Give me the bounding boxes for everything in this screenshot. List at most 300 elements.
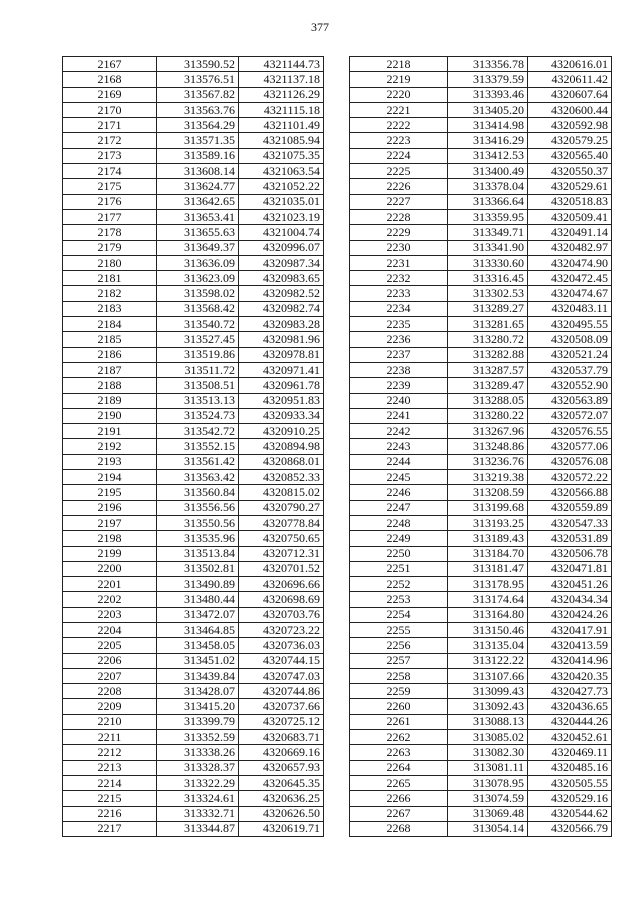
x-coordinate-cell: 313524.73 xyxy=(157,408,239,423)
x-coordinate-cell: 313356.78 xyxy=(448,57,528,72)
table-row xyxy=(350,745,612,760)
point-number-cell: 2250 xyxy=(350,546,448,561)
x-coordinate-cell: 313405.20 xyxy=(448,102,528,117)
y-coordinate-cell: 4321126.29 xyxy=(239,87,324,102)
y-coordinate-cell: 4320657.93 xyxy=(239,760,324,775)
x-coordinate-cell: 313199.68 xyxy=(448,500,528,515)
y-coordinate-cell: 4320417.91 xyxy=(528,622,612,637)
x-coordinate-cell: 313527.45 xyxy=(157,332,239,347)
point-number-cell: 2218 xyxy=(350,57,448,72)
x-coordinate-cell: 313082.30 xyxy=(448,745,528,760)
table-row xyxy=(350,164,612,179)
y-coordinate-cell: 4320626.50 xyxy=(239,806,324,821)
x-coordinate-cell: 313324.61 xyxy=(157,791,239,806)
table-row xyxy=(63,638,324,653)
table-row xyxy=(350,515,612,530)
table-row xyxy=(63,133,324,148)
point-number-cell: 2188 xyxy=(63,378,157,393)
y-coordinate-cell: 4320576.08 xyxy=(528,454,612,469)
x-coordinate-cell: 313344.87 xyxy=(157,821,239,836)
x-coordinate-cell: 313289.27 xyxy=(448,301,528,316)
table-row xyxy=(63,57,324,72)
table-row xyxy=(63,286,324,301)
y-coordinate-cell: 4320978.81 xyxy=(239,347,324,362)
x-coordinate-cell: 313414.98 xyxy=(448,118,528,133)
table-row xyxy=(63,332,324,347)
point-number-cell: 2168 xyxy=(63,72,157,87)
y-coordinate-cell: 4320452.61 xyxy=(528,730,612,745)
point-number-cell: 2246 xyxy=(350,485,448,500)
x-coordinate-cell: 313378.04 xyxy=(448,179,528,194)
table-row xyxy=(350,347,612,362)
point-number-cell: 2189 xyxy=(63,393,157,408)
x-coordinate-cell: 313282.88 xyxy=(448,347,528,362)
table-row xyxy=(63,653,324,668)
table-row xyxy=(63,791,324,806)
x-coordinate-cell: 313542.72 xyxy=(157,424,239,439)
y-coordinate-cell: 4320579.25 xyxy=(528,133,612,148)
y-coordinate-cell: 4320698.69 xyxy=(239,592,324,607)
point-number-cell: 2252 xyxy=(350,577,448,592)
point-number-cell: 2169 xyxy=(63,87,157,102)
x-coordinate-cell: 313122.22 xyxy=(448,653,528,668)
point-number-cell: 2239 xyxy=(350,378,448,393)
y-coordinate-cell: 4320547.33 xyxy=(528,515,612,530)
table-row xyxy=(350,500,612,515)
x-coordinate-cell: 313281.65 xyxy=(448,317,528,332)
point-number-cell: 2215 xyxy=(63,791,157,806)
y-coordinate-cell: 4320961.78 xyxy=(239,378,324,393)
point-number-cell: 2194 xyxy=(63,470,157,485)
y-coordinate-cell: 4320616.01 xyxy=(528,57,612,72)
table-row xyxy=(63,730,324,745)
x-coordinate-cell: 313352.59 xyxy=(157,730,239,745)
x-coordinate-cell: 313288.05 xyxy=(448,393,528,408)
table-row xyxy=(63,424,324,439)
y-coordinate-cell: 4320474.90 xyxy=(528,255,612,270)
point-number-cell: 2232 xyxy=(350,271,448,286)
x-coordinate-cell: 313135.04 xyxy=(448,638,528,653)
table-row xyxy=(350,760,612,775)
point-number-cell: 2212 xyxy=(63,745,157,760)
table-row xyxy=(350,194,612,209)
table-row xyxy=(63,714,324,729)
table-row xyxy=(63,775,324,790)
y-coordinate-cell: 4320544.62 xyxy=(528,806,612,821)
point-number-cell: 2237 xyxy=(350,347,448,362)
table-row xyxy=(63,378,324,393)
table-row xyxy=(63,561,324,576)
table-row xyxy=(350,775,612,790)
table-row xyxy=(63,209,324,224)
point-number-cell: 2206 xyxy=(63,653,157,668)
table-row xyxy=(350,684,612,699)
table-row xyxy=(63,622,324,637)
y-coordinate-cell: 4320483.11 xyxy=(528,301,612,316)
point-number-cell: 2241 xyxy=(350,408,448,423)
y-coordinate-cell: 4320723.22 xyxy=(239,622,324,637)
y-coordinate-cell: 4320852.33 xyxy=(239,470,324,485)
point-number-cell: 2177 xyxy=(63,209,157,224)
point-number-cell: 2173 xyxy=(63,148,157,163)
point-number-cell: 2200 xyxy=(63,561,157,576)
x-coordinate-cell: 313598.02 xyxy=(157,286,239,301)
y-coordinate-cell: 4320505.55 xyxy=(528,775,612,790)
point-number-cell: 2181 xyxy=(63,271,157,286)
coordinates-table-right xyxy=(349,56,612,837)
point-number-cell: 2185 xyxy=(63,332,157,347)
point-number-cell: 2233 xyxy=(350,286,448,301)
y-coordinate-cell: 4320482.97 xyxy=(528,240,612,255)
point-number-cell: 2213 xyxy=(63,760,157,775)
table-row xyxy=(63,317,324,332)
x-coordinate-cell: 313393.46 xyxy=(448,87,528,102)
x-coordinate-cell: 313568.42 xyxy=(157,301,239,316)
x-coordinate-cell: 313236.76 xyxy=(448,454,528,469)
table-row xyxy=(350,72,612,87)
table-row xyxy=(63,362,324,377)
x-coordinate-cell: 313472.07 xyxy=(157,607,239,622)
point-number-cell: 2228 xyxy=(350,209,448,224)
point-number-cell: 2202 xyxy=(63,592,157,607)
point-number-cell: 2176 xyxy=(63,194,157,209)
x-coordinate-cell: 313519.86 xyxy=(157,347,239,362)
table-row xyxy=(350,454,612,469)
point-number-cell: 2196 xyxy=(63,500,157,515)
point-number-cell: 2172 xyxy=(63,133,157,148)
table-row xyxy=(63,87,324,102)
y-coordinate-cell: 4320509.41 xyxy=(528,209,612,224)
table-row xyxy=(350,317,612,332)
y-coordinate-cell: 4320508.09 xyxy=(528,332,612,347)
x-coordinate-cell: 313451.02 xyxy=(157,653,239,668)
x-coordinate-cell: 313552.15 xyxy=(157,439,239,454)
table-row xyxy=(350,485,612,500)
table-row xyxy=(350,577,612,592)
table-row xyxy=(63,271,324,286)
point-number-cell: 2244 xyxy=(350,454,448,469)
table-row xyxy=(63,531,324,546)
point-number-cell: 2255 xyxy=(350,622,448,637)
y-coordinate-cell: 4320750.65 xyxy=(239,531,324,546)
y-coordinate-cell: 4320577.06 xyxy=(528,439,612,454)
point-number-cell: 2259 xyxy=(350,684,448,699)
y-coordinate-cell: 4320971.41 xyxy=(239,362,324,377)
y-coordinate-cell: 4320982.74 xyxy=(239,301,324,316)
y-coordinate-cell: 4320531.89 xyxy=(528,531,612,546)
point-number-cell: 2190 xyxy=(63,408,157,423)
point-number-cell: 2254 xyxy=(350,607,448,622)
table-row xyxy=(63,454,324,469)
point-number-cell: 2183 xyxy=(63,301,157,316)
x-coordinate-cell: 313074.59 xyxy=(448,791,528,806)
point-number-cell: 2198 xyxy=(63,531,157,546)
table-row xyxy=(350,301,612,316)
point-number-cell: 2235 xyxy=(350,317,448,332)
x-coordinate-cell: 313567.82 xyxy=(157,87,239,102)
x-coordinate-cell: 313338.26 xyxy=(157,745,239,760)
point-number-cell: 2187 xyxy=(63,362,157,377)
y-coordinate-cell: 4321085.94 xyxy=(239,133,324,148)
x-coordinate-cell: 313366.64 xyxy=(448,194,528,209)
x-coordinate-cell: 313174.64 xyxy=(448,592,528,607)
y-coordinate-cell: 4320495.55 xyxy=(528,317,612,332)
y-coordinate-cell: 4320725.12 xyxy=(239,714,324,729)
y-coordinate-cell: 4320894.98 xyxy=(239,439,324,454)
y-coordinate-cell: 4320996.07 xyxy=(239,240,324,255)
x-coordinate-cell: 313178.95 xyxy=(448,577,528,592)
y-coordinate-cell: 4320747.03 xyxy=(239,668,324,683)
y-coordinate-cell: 4321035.01 xyxy=(239,194,324,209)
x-coordinate-cell: 313428.07 xyxy=(157,684,239,699)
table-row xyxy=(63,148,324,163)
y-coordinate-cell: 4320712.31 xyxy=(239,546,324,561)
y-coordinate-cell: 4320778.84 xyxy=(239,515,324,530)
x-coordinate-cell: 313107.66 xyxy=(448,668,528,683)
table-row xyxy=(350,607,612,622)
y-coordinate-cell: 4320485.16 xyxy=(528,760,612,775)
x-coordinate-cell: 313649.37 xyxy=(157,240,239,255)
y-coordinate-cell: 4320413.59 xyxy=(528,638,612,653)
y-coordinate-cell: 4320645.35 xyxy=(239,775,324,790)
table-row xyxy=(63,806,324,821)
table-row xyxy=(350,118,612,133)
point-number-cell: 2236 xyxy=(350,332,448,347)
point-number-cell: 2266 xyxy=(350,791,448,806)
x-coordinate-cell: 313181.47 xyxy=(448,561,528,576)
x-coordinate-cell: 313508.51 xyxy=(157,378,239,393)
y-coordinate-cell: 4320983.65 xyxy=(239,271,324,286)
x-coordinate-cell: 313564.29 xyxy=(157,118,239,133)
point-number-cell: 2182 xyxy=(63,286,157,301)
x-coordinate-cell: 313099.43 xyxy=(448,684,528,699)
point-number-cell: 2186 xyxy=(63,347,157,362)
x-coordinate-cell: 313248.86 xyxy=(448,439,528,454)
table-row xyxy=(63,347,324,362)
point-number-cell: 2240 xyxy=(350,393,448,408)
x-coordinate-cell: 313480.44 xyxy=(157,592,239,607)
table-row xyxy=(350,714,612,729)
x-coordinate-cell: 313561.42 xyxy=(157,454,239,469)
x-coordinate-cell: 313439.84 xyxy=(157,668,239,683)
table-row xyxy=(63,500,324,515)
point-number-cell: 2268 xyxy=(350,821,448,836)
table-row xyxy=(350,561,612,576)
table-row xyxy=(350,57,612,72)
table-row xyxy=(350,87,612,102)
table-row xyxy=(63,439,324,454)
point-number-cell: 2238 xyxy=(350,362,448,377)
table-row xyxy=(350,286,612,301)
x-coordinate-cell: 313636.09 xyxy=(157,255,239,270)
table-row xyxy=(350,546,612,561)
y-coordinate-cell: 4320572.22 xyxy=(528,470,612,485)
x-coordinate-cell: 313316.45 xyxy=(448,271,528,286)
point-number-cell: 2207 xyxy=(63,668,157,683)
y-coordinate-cell: 4320607.64 xyxy=(528,87,612,102)
x-coordinate-cell: 313092.43 xyxy=(448,699,528,714)
table-row xyxy=(350,638,612,653)
x-coordinate-cell: 313623.09 xyxy=(157,271,239,286)
table-row xyxy=(350,255,612,270)
table-row xyxy=(350,592,612,607)
x-coordinate-cell: 313379.59 xyxy=(448,72,528,87)
x-coordinate-cell: 313399.79 xyxy=(157,714,239,729)
y-coordinate-cell: 4320566.79 xyxy=(528,821,612,836)
y-coordinate-cell: 4320696.66 xyxy=(239,577,324,592)
point-number-cell: 2211 xyxy=(63,730,157,745)
point-number-cell: 2175 xyxy=(63,179,157,194)
x-coordinate-cell: 313642.65 xyxy=(157,194,239,209)
point-number-cell: 2217 xyxy=(63,821,157,836)
x-coordinate-cell: 313208.59 xyxy=(448,485,528,500)
y-coordinate-cell: 4320868.01 xyxy=(239,454,324,469)
table-row xyxy=(350,791,612,806)
x-coordinate-cell: 313624.77 xyxy=(157,179,239,194)
point-number-cell: 2242 xyxy=(350,424,448,439)
table-row xyxy=(63,408,324,423)
y-coordinate-cell: 4320550.37 xyxy=(528,164,612,179)
table-row xyxy=(350,668,612,683)
y-coordinate-cell: 4320451.26 xyxy=(528,577,612,592)
y-coordinate-cell: 4320790.27 xyxy=(239,500,324,515)
table-row xyxy=(63,118,324,133)
y-coordinate-cell: 4320703.76 xyxy=(239,607,324,622)
x-coordinate-cell: 313219.38 xyxy=(448,470,528,485)
point-number-cell: 2178 xyxy=(63,225,157,240)
point-number-cell: 2205 xyxy=(63,638,157,653)
table-row xyxy=(350,424,612,439)
point-number-cell: 2258 xyxy=(350,668,448,683)
point-number-cell: 2221 xyxy=(350,102,448,117)
x-coordinate-cell: 313655.63 xyxy=(157,225,239,240)
y-coordinate-cell: 4320472.45 xyxy=(528,271,612,286)
x-coordinate-cell: 313513.84 xyxy=(157,546,239,561)
y-coordinate-cell: 4321063.54 xyxy=(239,164,324,179)
y-coordinate-cell: 4321115.18 xyxy=(239,102,324,117)
y-coordinate-cell: 4320982.52 xyxy=(239,286,324,301)
y-coordinate-cell: 4320736.03 xyxy=(239,638,324,653)
point-number-cell: 2229 xyxy=(350,225,448,240)
table-row xyxy=(350,209,612,224)
table-row xyxy=(350,806,612,821)
table-row xyxy=(63,515,324,530)
y-coordinate-cell: 4320987.34 xyxy=(239,255,324,270)
point-number-cell: 2231 xyxy=(350,255,448,270)
table-row xyxy=(63,225,324,240)
point-number-cell: 2256 xyxy=(350,638,448,653)
point-number-cell: 2184 xyxy=(63,317,157,332)
point-number-cell: 2257 xyxy=(350,653,448,668)
y-coordinate-cell: 4321075.35 xyxy=(239,148,324,163)
table-row xyxy=(63,240,324,255)
point-number-cell: 2226 xyxy=(350,179,448,194)
table-row xyxy=(350,408,612,423)
point-number-cell: 2192 xyxy=(63,439,157,454)
point-number-cell: 2174 xyxy=(63,164,157,179)
point-number-cell: 2263 xyxy=(350,745,448,760)
y-coordinate-cell: 4320434.34 xyxy=(528,592,612,607)
y-coordinate-cell: 4320427.73 xyxy=(528,684,612,699)
point-number-cell: 2179 xyxy=(63,240,157,255)
table-row xyxy=(350,622,612,637)
table-row xyxy=(350,362,612,377)
y-coordinate-cell: 4320910.25 xyxy=(239,424,324,439)
point-number-cell: 2223 xyxy=(350,133,448,148)
x-coordinate-cell: 313563.42 xyxy=(157,470,239,485)
table-row xyxy=(350,240,612,255)
point-number-cell: 2220 xyxy=(350,87,448,102)
table-row xyxy=(63,745,324,760)
table-row xyxy=(63,699,324,714)
point-number-cell: 2245 xyxy=(350,470,448,485)
table-row xyxy=(63,821,324,836)
y-coordinate-cell: 4320592.98 xyxy=(528,118,612,133)
point-number-cell: 2230 xyxy=(350,240,448,255)
x-coordinate-cell: 313330.60 xyxy=(448,255,528,270)
x-coordinate-cell: 313085.02 xyxy=(448,730,528,745)
point-number-cell: 2253 xyxy=(350,592,448,607)
y-coordinate-cell: 4320701.52 xyxy=(239,561,324,576)
point-number-cell: 2227 xyxy=(350,194,448,209)
x-coordinate-cell: 313540.72 xyxy=(157,317,239,332)
y-coordinate-cell: 4320983.28 xyxy=(239,317,324,332)
y-coordinate-cell: 4320471.81 xyxy=(528,561,612,576)
point-number-cell: 2216 xyxy=(63,806,157,821)
table-row xyxy=(63,72,324,87)
y-coordinate-cell: 4321052.22 xyxy=(239,179,324,194)
y-coordinate-cell: 4320669.16 xyxy=(239,745,324,760)
y-coordinate-cell: 4320469.11 xyxy=(528,745,612,760)
point-number-cell: 2224 xyxy=(350,148,448,163)
x-coordinate-cell: 313193.25 xyxy=(448,515,528,530)
x-coordinate-cell: 313280.22 xyxy=(448,408,528,423)
x-coordinate-cell: 313511.72 xyxy=(157,362,239,377)
y-coordinate-cell: 4320611.42 xyxy=(528,72,612,87)
y-coordinate-cell: 4320636.25 xyxy=(239,791,324,806)
x-coordinate-cell: 313556.56 xyxy=(157,500,239,515)
y-coordinate-cell: 4320552.90 xyxy=(528,378,612,393)
y-coordinate-cell: 4320572.07 xyxy=(528,408,612,423)
y-coordinate-cell: 4320444.26 xyxy=(528,714,612,729)
y-coordinate-cell: 4320436.65 xyxy=(528,699,612,714)
point-number-cell: 2171 xyxy=(63,118,157,133)
x-coordinate-cell: 313359.95 xyxy=(448,209,528,224)
point-number-cell: 2264 xyxy=(350,760,448,775)
y-coordinate-cell: 4320506.78 xyxy=(528,546,612,561)
table-row xyxy=(63,668,324,683)
table-row xyxy=(350,133,612,148)
point-number-cell: 2199 xyxy=(63,546,157,561)
x-coordinate-cell: 313560.84 xyxy=(157,485,239,500)
point-number-cell: 2210 xyxy=(63,714,157,729)
y-coordinate-cell: 4321137.18 xyxy=(239,72,324,87)
x-coordinate-cell: 313267.96 xyxy=(448,424,528,439)
point-number-cell: 2167 xyxy=(63,57,157,72)
table-row xyxy=(63,301,324,316)
table-row xyxy=(63,470,324,485)
table-row xyxy=(350,102,612,117)
y-coordinate-cell: 4320619.71 xyxy=(239,821,324,836)
y-coordinate-cell: 4321004.74 xyxy=(239,225,324,240)
x-coordinate-cell: 313576.51 xyxy=(157,72,239,87)
y-coordinate-cell: 4320815.02 xyxy=(239,485,324,500)
table-row xyxy=(350,378,612,393)
y-coordinate-cell: 4320566.88 xyxy=(528,485,612,500)
table-row xyxy=(63,164,324,179)
table-row xyxy=(63,102,324,117)
table-row xyxy=(350,332,612,347)
